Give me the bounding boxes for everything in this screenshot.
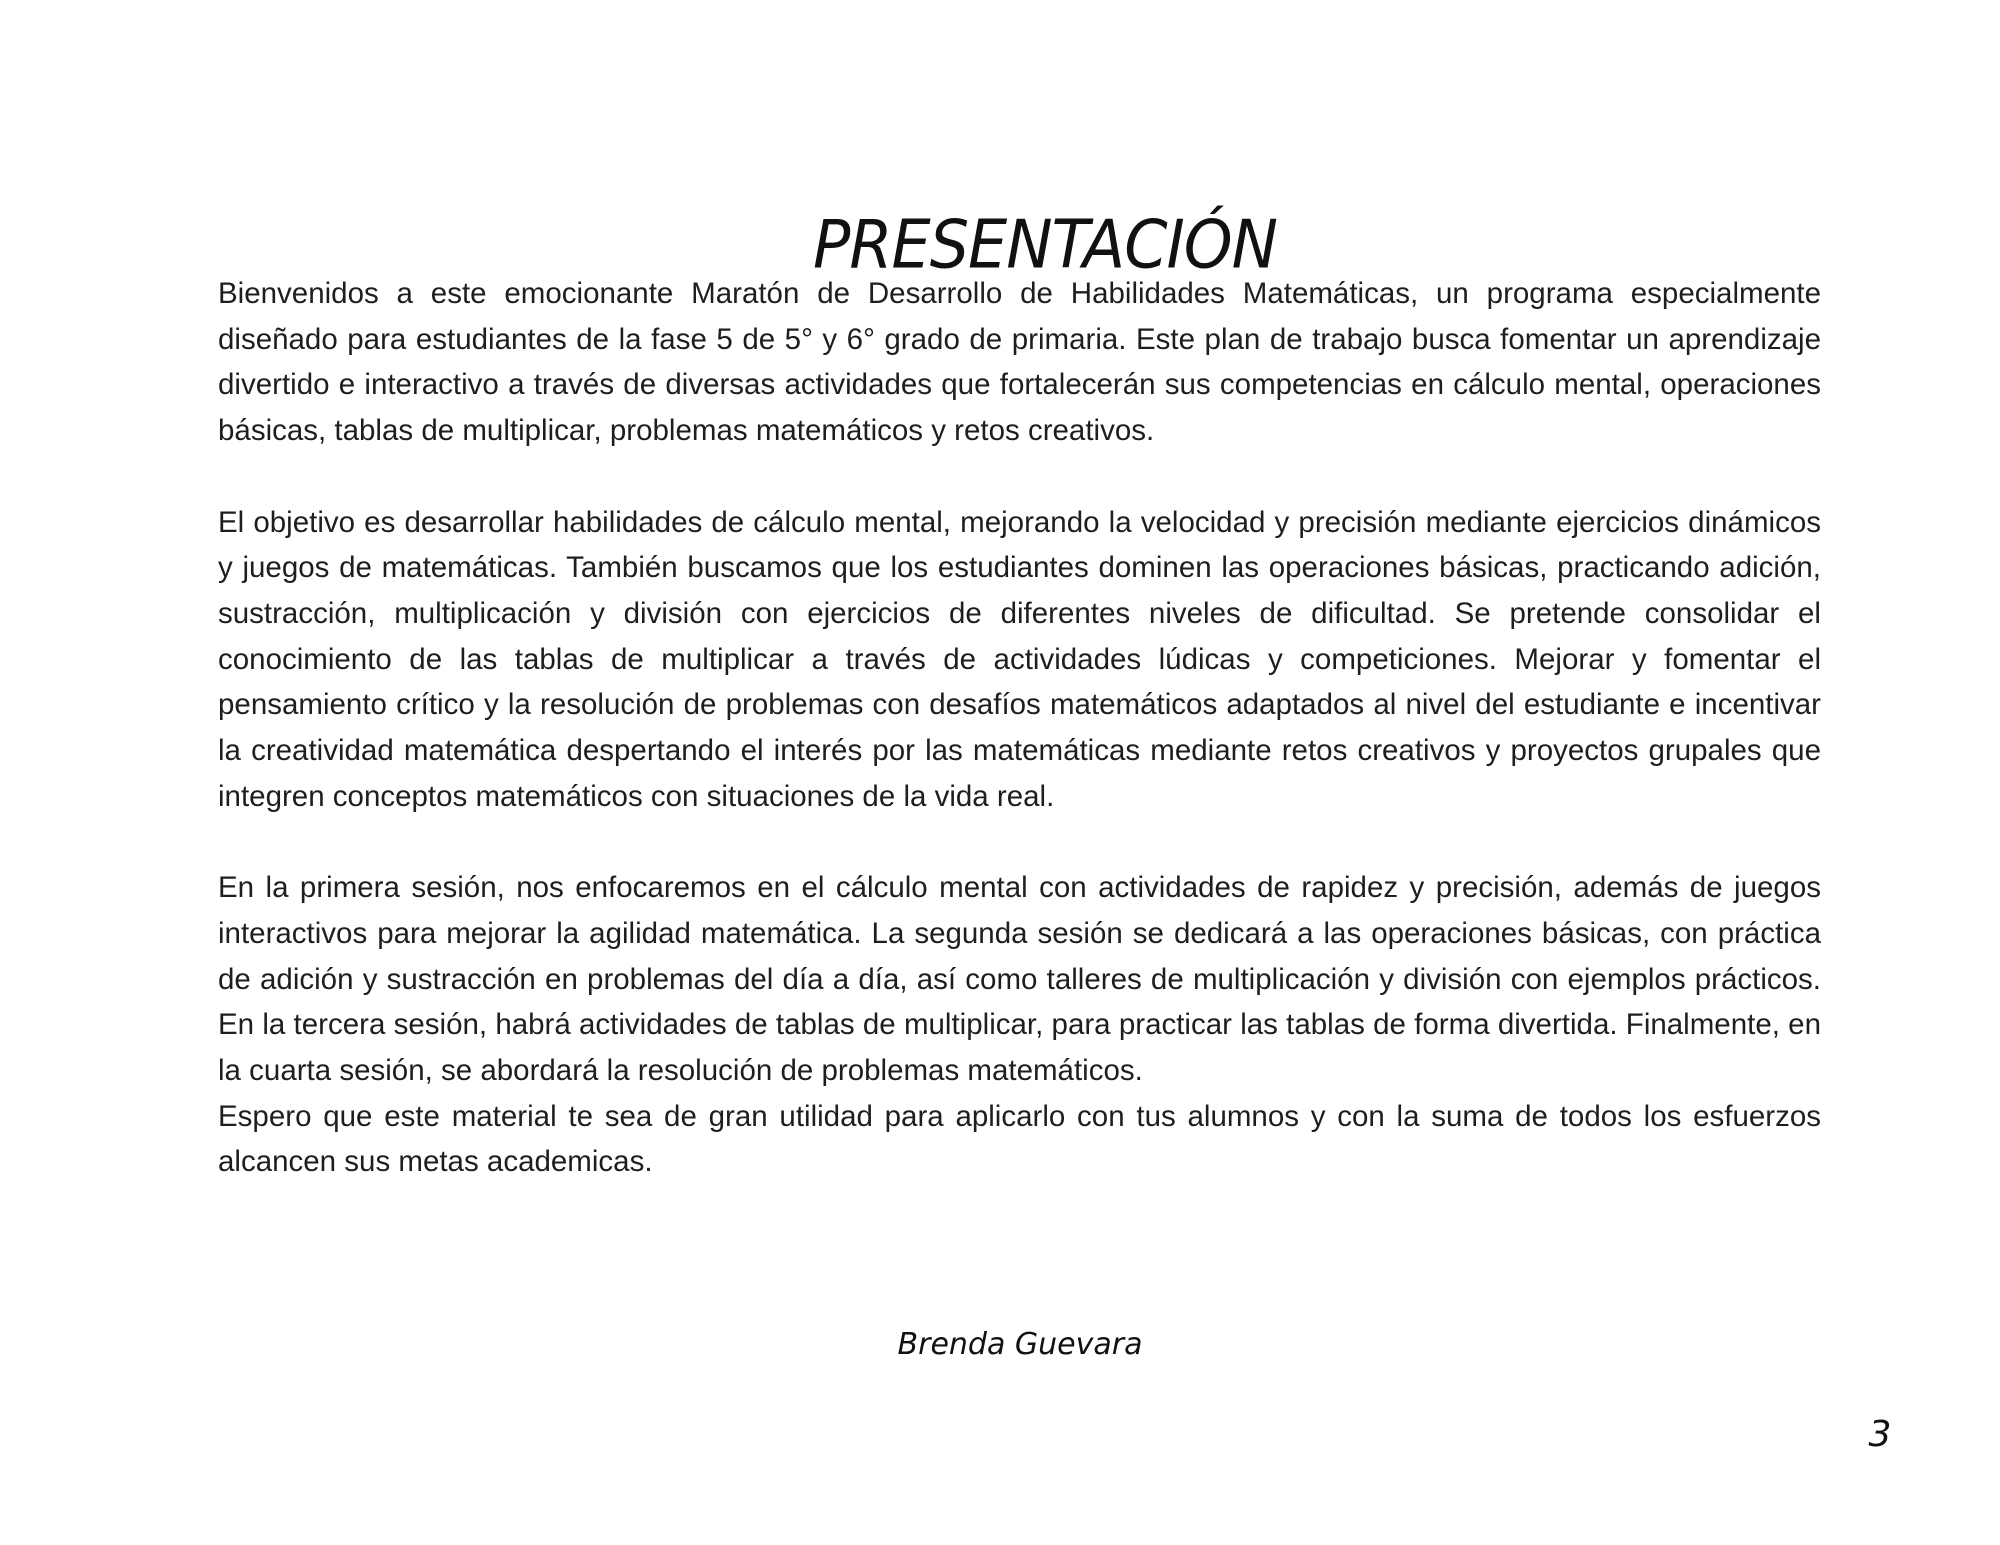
paragraph-sessions: En la primera sesión, nos enfocaremos en el cálculo mental con actividades de rapidez y precisión, además de juegos interactivos para mejorar la agilidad matemática. La segunda sesión se dedicará a las operaciones básicas, con práctica de adición y sustracción en problemas del día a día, así como talleres de multiplicación y división con ejemplos prácticos. En la tercera sesión, habrá actividades de tablas de multiplicar, para practicar las tablas de forma divertida. Finalmente, en la cuarta sesión, se abordará la resolución de problemas matemáticos. <box>218 871 1821 1087</box>
page-title: PRESENTACIÓN <box>813 204 1277 284</box>
paragraph-objectives: El objetivo es desarrollar habilidades de cálculo mental, mejorando la velocidad y precisión mediante ejercicios dinámicos y juegos de matemáticas. También buscamos que los estudiantes dominen las operaciones básicas, practicando adición, sustracción, multiplicación y división con ejercicios de diferentes niveles de dificultad. Se pretende consolidar el conocimiento de las tablas de multiplicar a través de actividades lúdicas y competiciones. Mejorar y fomentar el pensamiento crítico y la resolución de problemas con desafíos matemáticos adaptados al nivel del estudiante e incentivar la creatividad matemática despertando el interés por las matemáticas mediante retos creativos y proyectos grupales que integren conceptos matemáticos con situaciones de la vida real. <box>218 505 1821 813</box>
author-signature: Brenda Guevara <box>897 1327 1143 1362</box>
paragraph-intro: Bienvenidos a este emocionante Maratón de Desarrollo de Habilidades Matemáticas, un programa especialmente diseñado para estudiantes de la fase 5 de 5° y 6° grado de primaria. Este plan de trabajo busca fomentar un aprendizaje divertido e interactivo a través de diversas actividades que fortalecerán sus competencias en cálculo mental, operaciones básicas, tablas de multiplicar, problemas matemáticos y retos creativos. <box>218 277 1821 448</box>
body-text <box>218 271 1821 1185</box>
paragraph-spacer <box>218 819 1821 865</box>
paragraph-closing: Espero que este material te sea de gran utilidad para aplicarlo con tus alumnos y con la suma de todos los esfuerzos alcancen sus metas academicas. <box>218 1099 1821 1179</box>
page-number: 3 <box>1868 1414 1892 1455</box>
paragraph-spacer <box>218 454 1821 500</box>
